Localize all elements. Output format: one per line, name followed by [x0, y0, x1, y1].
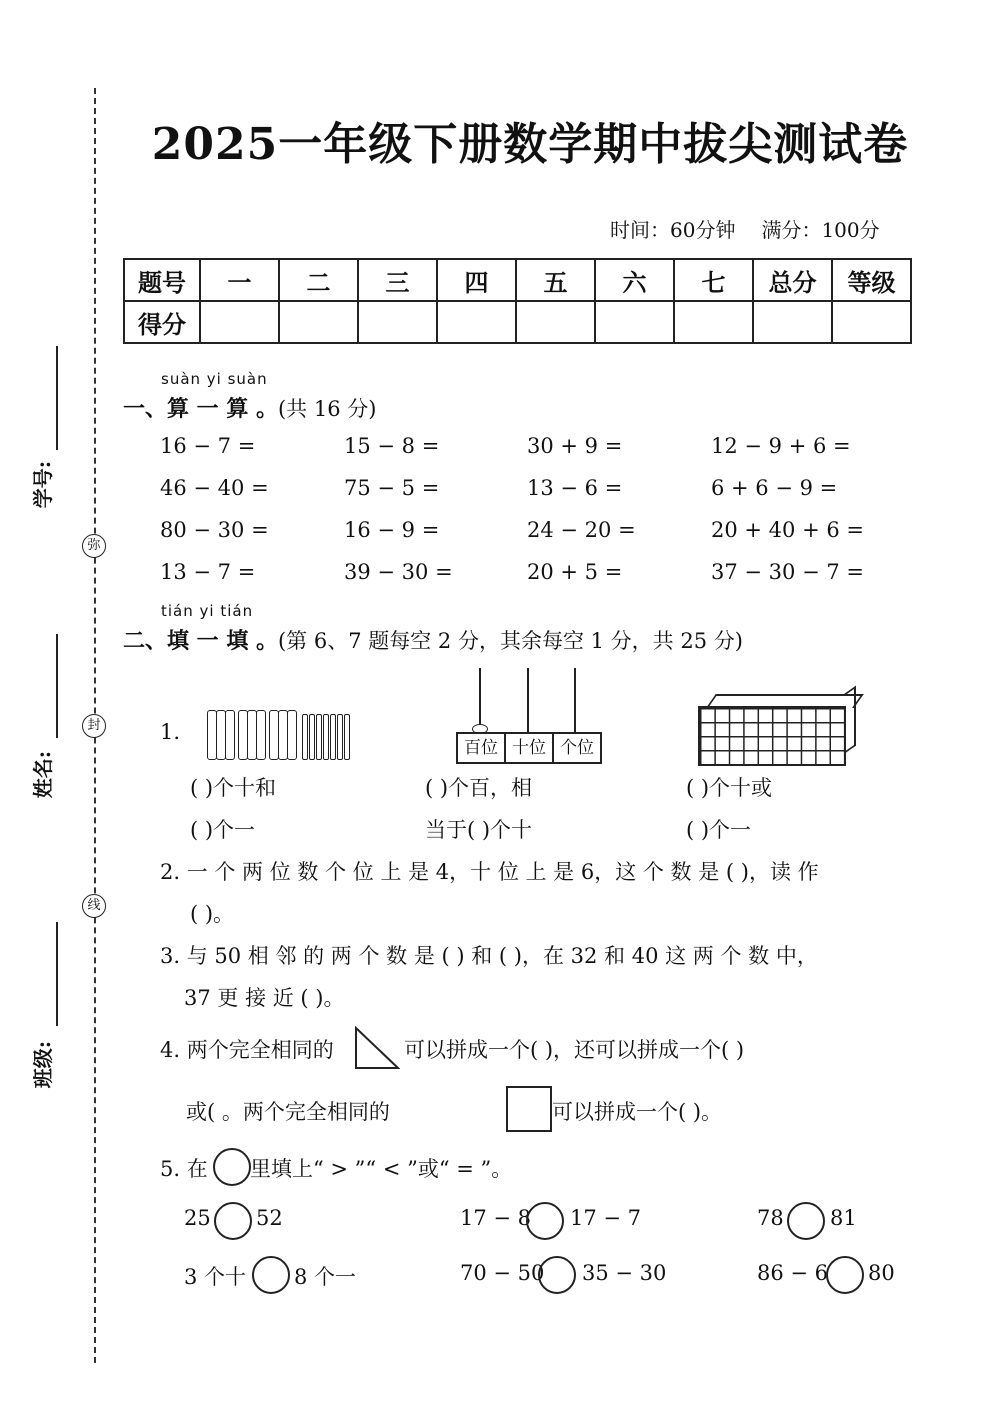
- q4-text-b: 可以拼成一个( )，还可以拼成一个( ): [404, 1038, 745, 1062]
- score-cell[interactable]: [200, 301, 279, 343]
- calc-item: 16 − 9 =: [344, 518, 440, 542]
- q5-text-b: 里填上“ > ”“ < ”或“ = ”。: [250, 1157, 513, 1181]
- q4-text-c: 或( 。两个完全相同的: [186, 1100, 390, 1124]
- circle-icon: [213, 1148, 251, 1186]
- section1-title: 一、算 一 算 。: [123, 396, 278, 422]
- calc-item: 20 + 5 =: [527, 560, 623, 584]
- compare-left: 78: [757, 1206, 784, 1230]
- full-score: 满分：100分: [761, 218, 880, 242]
- calc-item: 37 − 30 − 7 =: [711, 560, 864, 584]
- q2-line1: 2. 一 个 两 位 数 个 位 上 是 4，十 位 上 是 6，这 个 数 是 ( )，读 作: [160, 860, 819, 884]
- calc-item: 20 + 40 + 6 =: [711, 518, 864, 542]
- header-cell: 一: [200, 259, 279, 301]
- section1-heading: [123, 392, 376, 423]
- seal-xian: 线: [82, 894, 106, 918]
- score-table: [123, 258, 912, 344]
- score-table-row: [124, 301, 911, 343]
- q4-text-a: 4. 两个完全相同的: [160, 1038, 334, 1062]
- score-table-header: [124, 259, 911, 301]
- calc-item: 39 − 30 =: [344, 560, 453, 584]
- compare-left: 17 − 8: [460, 1206, 532, 1230]
- right-triangle-icon: [354, 1026, 400, 1070]
- row-label: 得分: [124, 301, 200, 343]
- q3-line2: 37 更 接 近 ( )。: [184, 986, 345, 1010]
- q1-b-line1: ( )个百，相: [425, 776, 533, 800]
- calc-item: 13 − 6 =: [527, 476, 623, 500]
- student-no-label: 学号:: [31, 460, 56, 509]
- q1-c-line2: ( )个一: [686, 818, 752, 842]
- q5-text-a: 5. 在: [160, 1157, 208, 1181]
- q3-line1: 3. 与 50 相 邻 的 两 个 数 是 ( ) 和 ( )，在 32 和 40 这 两 个 数 中，: [160, 944, 818, 968]
- class-line: [56, 922, 58, 1026]
- exam-meta: [610, 214, 906, 243]
- name-line: [56, 634, 58, 738]
- header-cell: 四: [437, 259, 516, 301]
- abacus-label-hundreds: 百位: [456, 732, 506, 764]
- section1-note: (共 16 分): [277, 397, 377, 421]
- section1-pinyin: suàn yi suàn: [161, 370, 268, 388]
- section2-title: 二、填 一 填 。: [123, 628, 278, 654]
- compare-circle[interactable]: [826, 1256, 864, 1294]
- q1-b-line2: 当于( )个十: [425, 818, 533, 842]
- header-cell: 七: [674, 259, 753, 301]
- compare-left: 3 个十: [184, 1265, 247, 1289]
- header-cell: 题号: [124, 259, 200, 301]
- compare-circle[interactable]: [252, 1256, 290, 1294]
- calc-item: 24 − 20 =: [527, 518, 636, 542]
- compare-circle[interactable]: [214, 1202, 252, 1240]
- compare-left: 86 − 6: [757, 1261, 829, 1285]
- calc-item: 16 − 7 =: [160, 434, 256, 458]
- header-cell: 五: [516, 259, 595, 301]
- q1-a-line1: ( )个十和: [190, 776, 277, 800]
- score-cell[interactable]: [832, 301, 911, 343]
- section2-heading: [123, 624, 743, 655]
- header-cell: 六: [595, 259, 674, 301]
- q1-a-line2: ( )个一: [190, 818, 256, 842]
- section2-pinyin: tián yi tián: [161, 602, 254, 620]
- q4-text-d: 可以拼成一个( )。: [552, 1100, 723, 1124]
- calc-item: 15 − 8 =: [344, 434, 440, 458]
- student-no-line: [56, 346, 58, 450]
- calc-item: 80 − 30 =: [160, 518, 269, 542]
- calc-item: 6 + 6 − 9 =: [711, 476, 838, 500]
- calc-item: 30 + 9 =: [527, 434, 623, 458]
- calc-item: 13 − 7 =: [160, 560, 256, 584]
- compare-right: 52: [256, 1206, 283, 1230]
- calc-item: 12 − 9 + 6 =: [711, 434, 851, 458]
- q1-number: 1.: [160, 720, 181, 744]
- score-cell[interactable]: [595, 301, 674, 343]
- section2-note: (第 6、7 题每空 2 分，其余每空 1 分，共 25 分): [277, 629, 743, 653]
- class-label: 班级:: [31, 1040, 56, 1089]
- name-label: 姓名:: [31, 750, 56, 799]
- compare-circle[interactable]: [787, 1202, 825, 1240]
- q2-line2: ( )。: [190, 902, 235, 926]
- compare-right: 8 个一: [294, 1265, 357, 1289]
- compare-right: 81: [830, 1206, 857, 1230]
- square-icon: [506, 1086, 552, 1132]
- compare-left: 25: [184, 1206, 211, 1230]
- seal-feng: 封: [82, 714, 106, 738]
- compare-circle[interactable]: [538, 1256, 576, 1294]
- score-cell[interactable]: [753, 301, 832, 343]
- seal-mi: 弥: [82, 534, 106, 558]
- header-cell: 等级: [832, 259, 911, 301]
- abacus-label-tens: 十位: [504, 732, 554, 764]
- abacus-label-ones: 个位: [552, 732, 602, 764]
- compare-right: 80: [868, 1261, 895, 1285]
- page-title: 2025一年级下册数学期中拔尖测试卷: [151, 119, 909, 170]
- compare-right: 17 − 7: [570, 1206, 642, 1230]
- compare-left: 70 − 50: [460, 1261, 545, 1285]
- header-cell: 三: [358, 259, 437, 301]
- calc-item: 75 − 5 =: [344, 476, 440, 500]
- score-cell[interactable]: [516, 301, 595, 343]
- score-cell[interactable]: [358, 301, 437, 343]
- compare-circle[interactable]: [526, 1202, 564, 1240]
- calc-item: 46 − 40 =: [160, 476, 269, 500]
- score-cell[interactable]: [437, 301, 516, 343]
- score-cell[interactable]: [674, 301, 753, 343]
- q1-c-line1: ( )个十或: [686, 776, 773, 800]
- compare-right: 35 − 30: [582, 1261, 667, 1285]
- score-cell[interactable]: [279, 301, 358, 343]
- header-cell: 二: [279, 259, 358, 301]
- time-limit: 时间：60分钟: [610, 218, 736, 242]
- header-cell: 总分: [753, 259, 832, 301]
